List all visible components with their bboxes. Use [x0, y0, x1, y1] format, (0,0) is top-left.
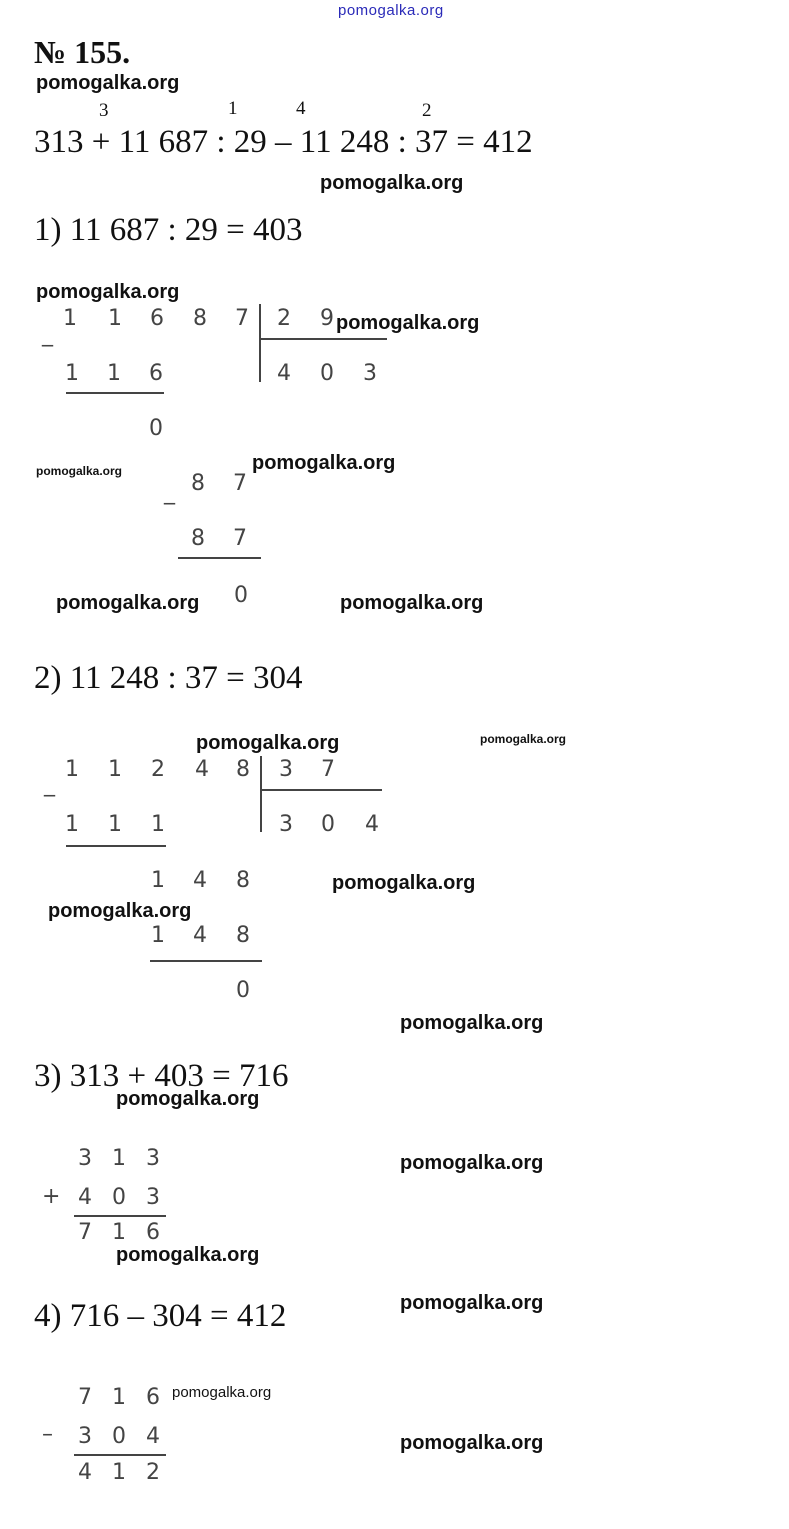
- digit: 0: [234, 583, 248, 608]
- digit: 6: [146, 1220, 160, 1245]
- digit: 6: [149, 361, 163, 386]
- digit: 6: [150, 306, 164, 331]
- digit: 1: [151, 868, 165, 893]
- digit: 1: [65, 757, 79, 782]
- step-1-label: 1) 11 687 : 29 = 403: [34, 212, 303, 248]
- watermark: pomogalka.org: [116, 1088, 260, 1110]
- watermark: pomogalka.org: [400, 1292, 544, 1314]
- digit: 3: [279, 812, 293, 837]
- digit: 8: [236, 868, 250, 893]
- underline: [74, 1454, 166, 1456]
- watermark: pomogalka.org: [480, 732, 567, 746]
- underline: [74, 1215, 166, 1217]
- digit: 3: [78, 1424, 92, 1449]
- digit: 0: [149, 416, 163, 441]
- digit: 8: [191, 471, 205, 496]
- order-mark-1: 3: [99, 100, 109, 121]
- minus-sign: –: [42, 1422, 53, 1447]
- digit: 7: [233, 471, 247, 496]
- minus-sign: _: [44, 772, 55, 797]
- digit: 4: [78, 1460, 92, 1485]
- digit: 3: [279, 757, 293, 782]
- digit: 1: [65, 361, 79, 386]
- watermark: pomogalka.org: [196, 732, 340, 754]
- digit: 1: [107, 361, 121, 386]
- step-3-label: 3) 313 + 403 = 716: [34, 1058, 289, 1094]
- watermark: pomogalka.org: [400, 1432, 544, 1454]
- watermark: pomogalka.org: [48, 900, 192, 922]
- watermark: pomogalka.org: [340, 592, 484, 614]
- digit: 9: [320, 306, 334, 331]
- digit: 7: [235, 306, 249, 331]
- digit: 4: [193, 923, 207, 948]
- watermark: pomogalka.org: [400, 1012, 544, 1034]
- underline: [66, 392, 164, 394]
- digit: 1: [112, 1460, 126, 1485]
- digit: 1: [112, 1220, 126, 1245]
- digit: 3: [146, 1185, 160, 1210]
- digit: 4: [277, 361, 291, 386]
- digit: 7: [233, 526, 247, 551]
- digit: 1: [63, 306, 77, 331]
- watermark: pomogalka.org: [56, 592, 200, 614]
- division-bar: [259, 304, 261, 382]
- watermark: pomogalka.org: [400, 1152, 544, 1174]
- digit: 8: [236, 923, 250, 948]
- digit: 3: [146, 1146, 160, 1171]
- underline: [150, 960, 262, 962]
- digit: 8: [191, 526, 205, 551]
- digit: 4: [78, 1185, 92, 1210]
- digit: 4: [193, 868, 207, 893]
- main-expression: 313 + 11 687 : 29 – 11 248 : 37 = 412: [34, 124, 533, 160]
- minus-sign: _: [42, 322, 53, 347]
- digit: 1: [65, 812, 79, 837]
- plus-sign: +: [42, 1184, 61, 1209]
- digit: 1: [151, 812, 165, 837]
- digit: 1: [108, 757, 122, 782]
- digit: 0: [112, 1424, 126, 1449]
- digit: 1: [108, 306, 122, 331]
- digit: 7: [78, 1220, 92, 1245]
- order-mark-2: 1: [228, 98, 238, 119]
- digit: 2: [151, 757, 165, 782]
- watermark: pomogalka.org: [332, 872, 476, 894]
- digit: 4: [365, 812, 379, 837]
- digit: 2: [146, 1460, 160, 1485]
- watermark: pomogalka.org: [172, 1384, 272, 1401]
- digit: 8: [193, 306, 207, 331]
- watermark: pomogalka.org: [116, 1244, 260, 1266]
- digit: 3: [78, 1146, 92, 1171]
- watermark: pomogalka.org: [252, 452, 396, 474]
- watermark: pomogalka.org: [320, 172, 464, 194]
- divisor-underline: [260, 789, 382, 791]
- watermark: pomogalka.org: [36, 464, 123, 478]
- watermark: pomogalka.org: [336, 312, 480, 334]
- digit: 4: [146, 1424, 160, 1449]
- digit: 1: [112, 1146, 126, 1171]
- order-mark-4: 2: [422, 100, 432, 121]
- step-4-label: 4) 716 – 304 = 412: [34, 1298, 287, 1334]
- watermark: pomogalka.org: [36, 72, 180, 94]
- problem-title: № 155.: [34, 34, 131, 70]
- digit: 3: [363, 361, 377, 386]
- digit: 0: [321, 812, 335, 837]
- digit: 7: [78, 1385, 92, 1410]
- digit: 2: [277, 306, 291, 331]
- digit: 1: [108, 812, 122, 837]
- step-2-label: 2) 11 248 : 37 = 304: [34, 660, 303, 696]
- division-bar: [260, 756, 262, 832]
- digit: 1: [151, 923, 165, 948]
- underline: [178, 557, 261, 559]
- order-mark-3: 4: [296, 98, 306, 119]
- digit: 0: [236, 978, 250, 1003]
- digit: 7: [321, 757, 335, 782]
- digit: 6: [146, 1385, 160, 1410]
- digit: 0: [320, 361, 334, 386]
- divisor-underline: [259, 338, 387, 340]
- underline: [66, 845, 166, 847]
- minus-sign: _: [164, 480, 175, 505]
- watermark-top: pomogalka.org: [338, 2, 444, 19]
- digit: 8: [236, 757, 250, 782]
- digit: 1: [112, 1385, 126, 1410]
- watermark: pomogalka.org: [36, 281, 180, 303]
- digit: 4: [195, 757, 209, 782]
- digit: 0: [112, 1185, 126, 1210]
